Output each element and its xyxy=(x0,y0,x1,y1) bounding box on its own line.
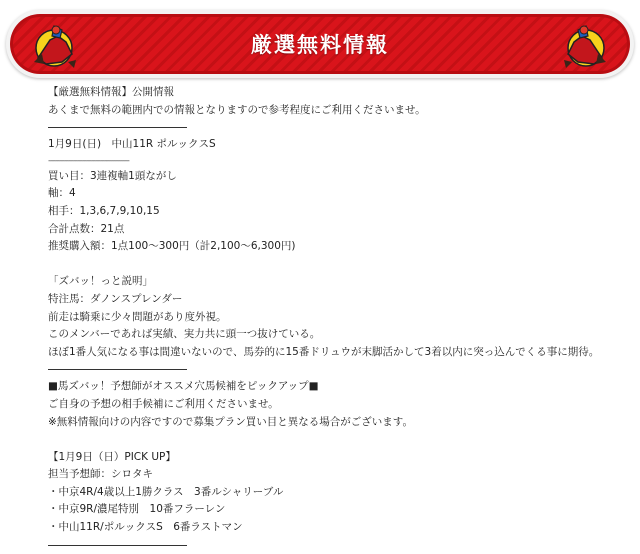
pickup-heading: 【1月9日（日）PICK UP】 xyxy=(48,450,176,463)
axis-horse: 軸：4 xyxy=(48,187,76,200)
partner-horses: 相手：1,3,6,7,9,10,15 xyxy=(48,204,160,217)
pickup-intro-line: ※無料情報向けの内容ですので募集プラン買い目と異なる場合がございます。 xyxy=(48,415,413,428)
recommended-amount: 推奨購入額：1点100〜300円（計2,100〜6,300円) xyxy=(48,240,296,253)
explanation-heading: 「ズバッ！っと説明」 xyxy=(48,275,153,288)
intro-note: あくまで無料の範囲内での情報となりますので参考程度にご利用くださいませ。 xyxy=(48,103,426,116)
horse-jockey-mascot-icon xyxy=(556,18,612,70)
list-item: ・中京4R/4歳以上1勝クラス 3番ルシャリーブル xyxy=(48,485,284,498)
race-date-title: 1月9日(日) 中山11R ポルックスS xyxy=(48,138,216,151)
list-item: ・中京9R/濃尾特別 10番フラーレン xyxy=(48,503,226,516)
tipster-name: 担当予想師：シロタキ xyxy=(48,468,153,481)
divider xyxy=(48,127,187,128)
total-points: 合計点数：21点 xyxy=(48,222,125,235)
explanation-line: このメンバーであれば実績、実力共に頭一つ抜けている。 xyxy=(48,328,321,341)
divider xyxy=(48,545,187,546)
focus-horse: 特注馬：ダノンスプレンダー xyxy=(48,292,183,305)
list-item: ・中山11R/ポルックスS 6番ラストマン xyxy=(48,521,243,534)
explanation-line: 前走は騎乗に少々問題があり度外視。 xyxy=(48,310,227,323)
pickup-intro-heading: ■馬ズバッ！予想師がオススメ穴馬候補をピックアップ■ xyxy=(48,380,319,393)
header-banner xyxy=(6,10,634,78)
intro-heading: 【厳選無料情報】公開情報 xyxy=(48,86,174,98)
dash-divider: ------------------------------------ xyxy=(48,155,129,166)
pickup-intro-line: ご自身の予想の相手候補にご利用くださいませ。 xyxy=(48,397,279,410)
explanation-line: ほぼ1番人気になる事は間違いないので、馬券的に15番ドリュウが末脚活かして3着以内に突っ込んでくる事に期待。 xyxy=(48,345,600,358)
bet-type: 買い目：3連複軸1頭ながし xyxy=(48,169,177,182)
page-title: 厳選無料情報 xyxy=(251,33,389,57)
divider xyxy=(48,369,187,370)
free-info-content xyxy=(48,84,628,554)
header-banner-inner xyxy=(10,14,630,74)
